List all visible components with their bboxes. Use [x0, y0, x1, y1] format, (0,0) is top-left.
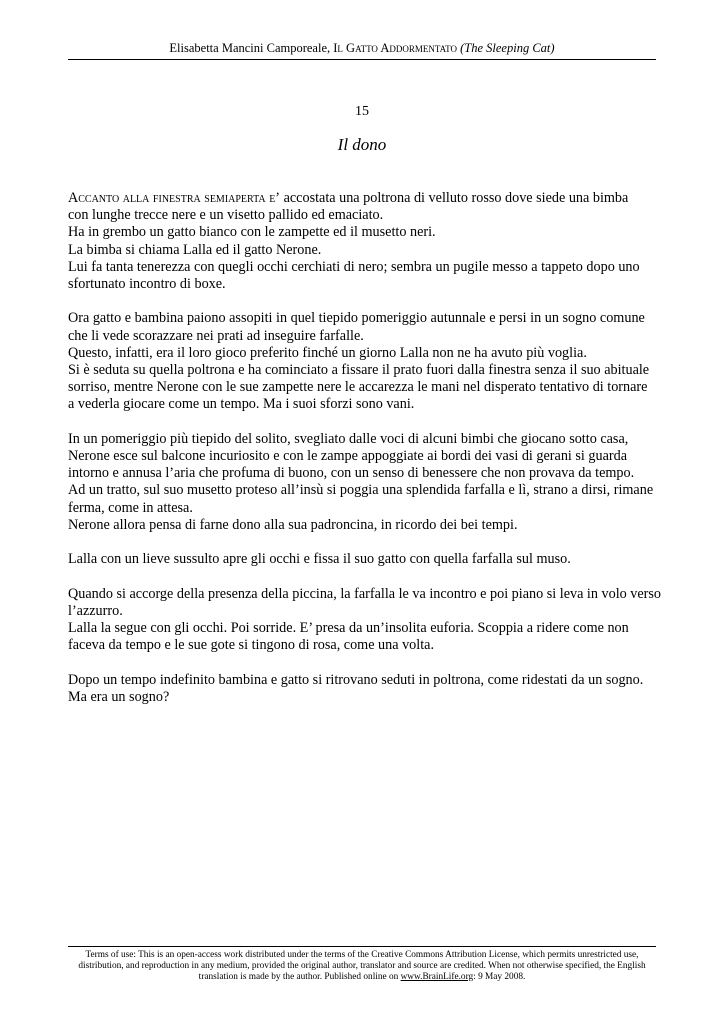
line-text: Lui fa tanta tenerezza con quegli occhi cerchiati di nero; sembra un pugile messo a tappeto dopo uno [68, 258, 640, 275]
text-line [68, 396, 664, 413]
text-line [68, 448, 664, 465]
line-text: In un pomeriggio più tiepido del solito, svegliato dalle voci di alcuni bimbi che giocano sotto casa, [68, 430, 629, 447]
line-text: Nerone allora pensa di farne dono alla sua padroncina, in ricordo dei bei tempi. [68, 516, 518, 533]
text-line [68, 517, 664, 534]
line-text: intorno e annusa l’aria che profuma di buono, con un senso di benessere che non provava da tempo. [68, 465, 635, 482]
text-line [68, 259, 664, 276]
text-line [68, 362, 664, 379]
line-text: Questo, infatti, era il loro gioco preferito finché un giorno Lalla non ne ha avuto più voglia. [68, 344, 587, 361]
chapter-title: Il dono [337, 135, 387, 154]
line-text: ferma, come in attesa. [68, 499, 193, 516]
story-paragraph [68, 586, 664, 655]
story-paragraph [68, 672, 664, 706]
line-text: faceva da tempo e le sue gote si tingono di rosa, come una volta. [68, 637, 435, 654]
header-author: Elisabetta Mancini Camporeale, [169, 41, 334, 55]
text-line [68, 224, 664, 241]
footer-published-text: translation is made by the author. Published online on [198, 972, 401, 982]
text-line [68, 551, 664, 568]
line-text: Si è seduta su quella poltrona e ha cominciato a fissare il prato fuori dalla finestra senza il suo abituale [68, 362, 650, 379]
text-line [68, 586, 664, 603]
line-text: Nerone esce sul balcone incuriosito e con le zampe appoggiate ai bordi dei vasi di gerani si guarda [68, 448, 628, 465]
line-text: che li vede scorazzare nei prati ad inseguire farfalle. [68, 327, 364, 344]
text-line [68, 190, 664, 207]
story-paragraph [68, 190, 664, 293]
text-line [68, 603, 664, 620]
story-paragraph [68, 310, 664, 413]
line-text: a vederla giocare come un tempo. Ma i suoi sforzi sono vani. [68, 396, 415, 413]
footer-terms-line-3 [68, 972, 656, 983]
text-line [68, 465, 664, 482]
footer-date-text: : 9 May 2008. [473, 972, 526, 982]
text-line [68, 431, 664, 448]
line-text: con lunghe trecce nere e un visetto pallido ed emaciato. [68, 207, 384, 224]
line-text: Ma era un sogno? [68, 688, 170, 705]
text-line [68, 328, 664, 345]
line-text: Lalla con un lieve sussulto apre gli occhi e fissa il suo gatto con quella farfalla sul muso. [68, 551, 571, 568]
text-line [68, 207, 664, 224]
text-line [68, 310, 664, 327]
text-line [68, 637, 664, 654]
text-line [68, 482, 664, 499]
chapter-number: 15 [355, 104, 369, 119]
story-paragraph [68, 431, 664, 534]
text-line [68, 620, 664, 637]
page-footer [68, 946, 656, 983]
line-text: Quando si accorge della presenza della piccina, la farfalla le va incontro e poi piano si leva in volo verso [68, 585, 662, 602]
header-title: Il Gatto Addormentato [333, 41, 457, 55]
line-text: sfortunato incontro di boxe. [68, 276, 226, 293]
text-line [68, 276, 664, 293]
line-text: Dopo un tempo indefinito bambina e gatto si ritrovano seduti in poltrona, come ridestati da un sogno. [68, 671, 644, 688]
line-text: Ad un tratto, sul suo musetto proteso all’insù si poggia una splendida farfalla e lì, strano a dirsi, rimane [68, 482, 654, 499]
brainlife-link[interactable]: www.BrainLife.org [400, 972, 474, 982]
header-title-english: (The Sleeping Cat) [460, 41, 555, 55]
line-text: Lalla la segue con gli occhi. Poi sorride. E’ presa da un’insolita euforia. Scoppia a ridere come non [68, 620, 629, 637]
footer-terms-line-1: Terms of use: This is an open-access work distributed under the terms of the Creative Commons Attribution License, which permits unrestricted use, [85, 950, 639, 960]
page-header [68, 40, 656, 60]
footer-terms-line-2: distribution, and reproduction in any medium, provided the original author, translator and source are credited. When not otherwise specified, the English [78, 961, 646, 971]
text-line [68, 242, 664, 259]
line-text: l’azzurro. [68, 602, 123, 619]
story-body [68, 190, 664, 723]
line-text: sorriso, mentre Nerone con le sue zampette nere le accarezza le mani nel disperato tentativo di tornare [68, 379, 648, 396]
line-text: La bimba si chiama Lalla ed il gatto Nerone. [68, 241, 322, 258]
text-line [68, 672, 664, 689]
text-line [68, 500, 664, 517]
line-text: Ha in grembo un gatto bianco con le zampette ed il musetto neri. [68, 224, 436, 241]
text-line [68, 345, 664, 362]
line-text: Ora gatto e bambina paiono assopiti in quel tiepido pomeriggio autunnale e persi in un sogno comune [68, 310, 645, 327]
story-paragraph [68, 551, 664, 568]
opening-small-caps: Accanto alla finestra semiaperta e’ [68, 190, 281, 206]
text-line [68, 689, 664, 706]
text-line [68, 379, 664, 396]
line-text: accostata una poltrona di velluto rosso dove siede una bimba [280, 190, 629, 206]
